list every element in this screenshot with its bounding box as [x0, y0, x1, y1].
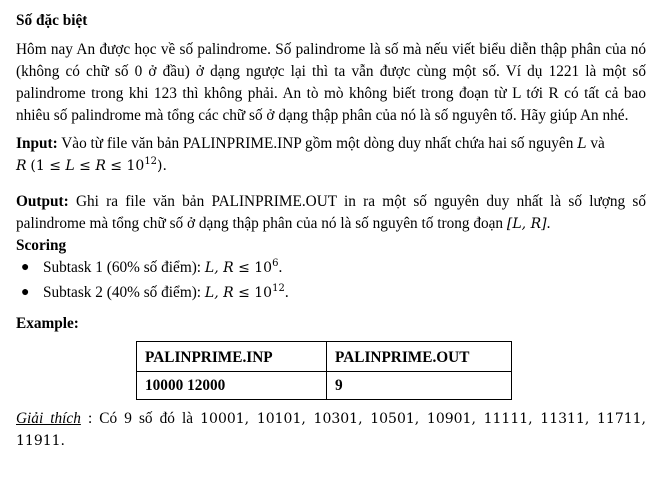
- table-cell-output: 9: [327, 372, 512, 400]
- example-table: [136, 341, 512, 400]
- output-section: [16, 191, 646, 235]
- problem-intro: Hôm nay An được học về số palindrome. Số palindrome là số mà nếu viết biểu diễn thập phân của nó (không có chữ số 0 ở đầu) ở dạng ngược lại thì ta vẫn được cùng một số. Ví dụ 1221 là một số palindrome trong khi 123 thì không phải. An tò mò không biết trong đoạn từ L tới R có tất cả bao nhiêu số palindrome mà tổng các chữ số ở dạng thập phân của nó là số nguyên tố. Hãy giúp An nhé.: [16, 41, 646, 124]
- table-row: [137, 372, 512, 400]
- subtask-le: ≤ 10: [233, 285, 273, 301]
- subtask-vars: L, R: [204, 260, 234, 276]
- example-heading: Example:: [16, 315, 79, 332]
- subtask-vars: L, R: [204, 285, 234, 301]
- table-cell-input: 10000 12000: [137, 372, 327, 400]
- input-var-r: R: [16, 158, 27, 174]
- input-var-l: L: [577, 136, 587, 152]
- subtask-le: ≤ 10: [233, 260, 273, 276]
- output-text: Ghi ra file văn bản PALINPRIME.OUT in ra một số nguyên duy nhất là số lượng số palindrome mà tổng chữ số ở dạng thập phân của nó là số nguyên tố trong đoạn: [16, 193, 646, 232]
- output-label: Output:: [16, 193, 69, 210]
- input-constraint-l: L: [65, 158, 75, 174]
- input-section: [16, 133, 646, 177]
- input-label: Input:: [16, 135, 58, 152]
- input-text: Vào từ file văn bản PALINPRIME.INP gồm một dòng duy nhất chứa hai số nguyên: [61, 135, 574, 152]
- subtask-item: [16, 282, 646, 307]
- explanation-text: : Có 9 số đó là: [80, 410, 201, 427]
- subtask-end: .: [284, 284, 289, 301]
- subtask-exp: 12: [272, 282, 285, 294]
- input-and: và: [590, 135, 605, 152]
- subtask-text: Subtask 1 (60% số điểm):: [43, 259, 202, 276]
- input-constraint-r: R: [95, 158, 106, 174]
- scoring-heading: Scoring: [16, 237, 67, 254]
- output-end: .: [546, 215, 551, 232]
- bullet-icon: ●: [21, 260, 30, 275]
- problem-statement: [16, 10, 646, 452]
- subtask-list: [16, 257, 646, 307]
- subtask-exp: 6: [272, 257, 279, 269]
- input-constraint-mid: ≤: [74, 158, 96, 174]
- explanation-numbers: 10001, 10101, 10301, 10501, 10901, 11111, 11311, 11711, 11911.: [16, 411, 646, 449]
- table-header-row: [137, 342, 512, 372]
- subtask-item: [16, 257, 646, 282]
- bullet-icon: ●: [21, 285, 30, 300]
- subtask-end: .: [278, 259, 283, 276]
- input-constraint-exp: 12: [144, 155, 158, 167]
- table-header-inp: PALINPRIME.INP: [137, 342, 327, 372]
- input-constraint-close: ).: [157, 158, 167, 174]
- explanation-label: Giải thích: [16, 410, 81, 427]
- explanation: [16, 408, 646, 452]
- example-table-wrap: [136, 341, 646, 400]
- input-constraint-open: (1 ≤: [30, 158, 66, 174]
- output-range: [L, R]: [506, 216, 547, 232]
- table-header-out: PALINPRIME.OUT: [327, 342, 512, 372]
- subtask-text: Subtask 2 (40% số điểm):: [43, 284, 202, 301]
- input-constraint-le: ≤ 10: [105, 158, 145, 174]
- problem-title: Số đặc biệt: [16, 12, 88, 29]
